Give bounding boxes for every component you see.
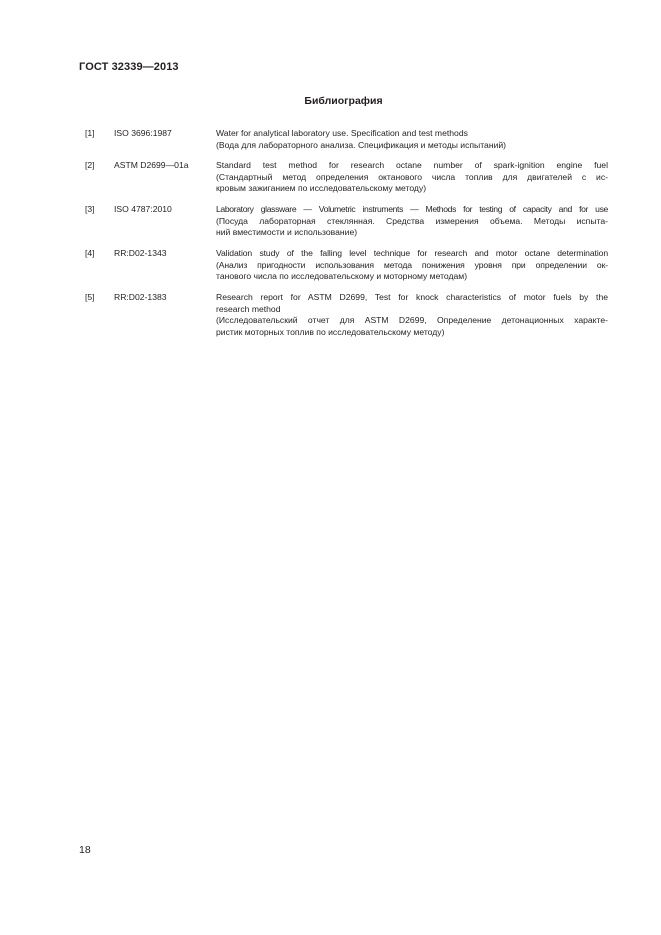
entry-description-line: ристик моторных топлив по исследовательскому методу) [216, 326, 445, 337]
entry-description-line: Standard test method for research octane number of spark-ignition engine fuel [216, 160, 608, 170]
entry-description [216, 204, 608, 239]
entry-description-line: Laboratory glassware — Volumetric instruments — Methods for testing of capacity and for use [216, 204, 608, 214]
entry-description-line: (Посуда лабораторная стеклянная. Средства измерения объема. Методы испыта- [216, 215, 608, 226]
entry-number: [4] [85, 248, 95, 258]
entry-description-line: Water for analytical laboratory use. Specification and test methods [216, 128, 468, 138]
entry-number: [2] [85, 160, 95, 170]
entry-standard-code: RR:D02-1343 [114, 248, 167, 258]
entry-standard-code: ASTM D2699—01a [114, 160, 189, 170]
entry-description-line: кровым зажиганием по исследовательскому методу) [216, 183, 427, 194]
entry-standard-code: ISO 3696:1987 [114, 128, 172, 138]
entry-description-line: (Исследовательский отчет для ASTM D2699, Определение детонационных характе- [216, 315, 608, 326]
entry-description-line: Research report for ASTM D2699, Test for knock characteristics of motor fuels by the [216, 292, 608, 302]
entry-description [216, 292, 608, 338]
entry-description-line: (Вода для лабораторного анализа. Спецификация и методы испытаний) [216, 139, 507, 150]
entry-standard-code: ISO 4787:2010 [114, 204, 172, 214]
entry-number: [5] [85, 292, 95, 302]
entry-description-line: (Стандартный метод определения октанового числа топлив для двигателей с ис- [216, 171, 608, 182]
page-number: 18 [79, 844, 91, 856]
entry-description-line: Validation study of the falling level technique for research and motor octane determination [216, 248, 608, 258]
entry-standard-code: RR:D02-1383 [114, 292, 167, 302]
entry-description-line: ний вместимости и использование) [216, 227, 358, 238]
entry-description-line: (Анализ пригодности использования метода понижения уровня при определении ок- [216, 259, 608, 270]
entry-description [216, 160, 608, 195]
entry-description [216, 248, 608, 283]
entry-number: [3] [85, 204, 95, 214]
document-code-header: ГОСТ 32339—2013 [79, 61, 179, 73]
bibliography-title: Библиография [304, 95, 383, 107]
entry-description [216, 128, 608, 151]
entry-description-line: танового числа по исследовательскому и моторному методам) [216, 271, 468, 282]
entry-number: [1] [85, 128, 95, 138]
entry-description-line: research method [216, 303, 281, 314]
